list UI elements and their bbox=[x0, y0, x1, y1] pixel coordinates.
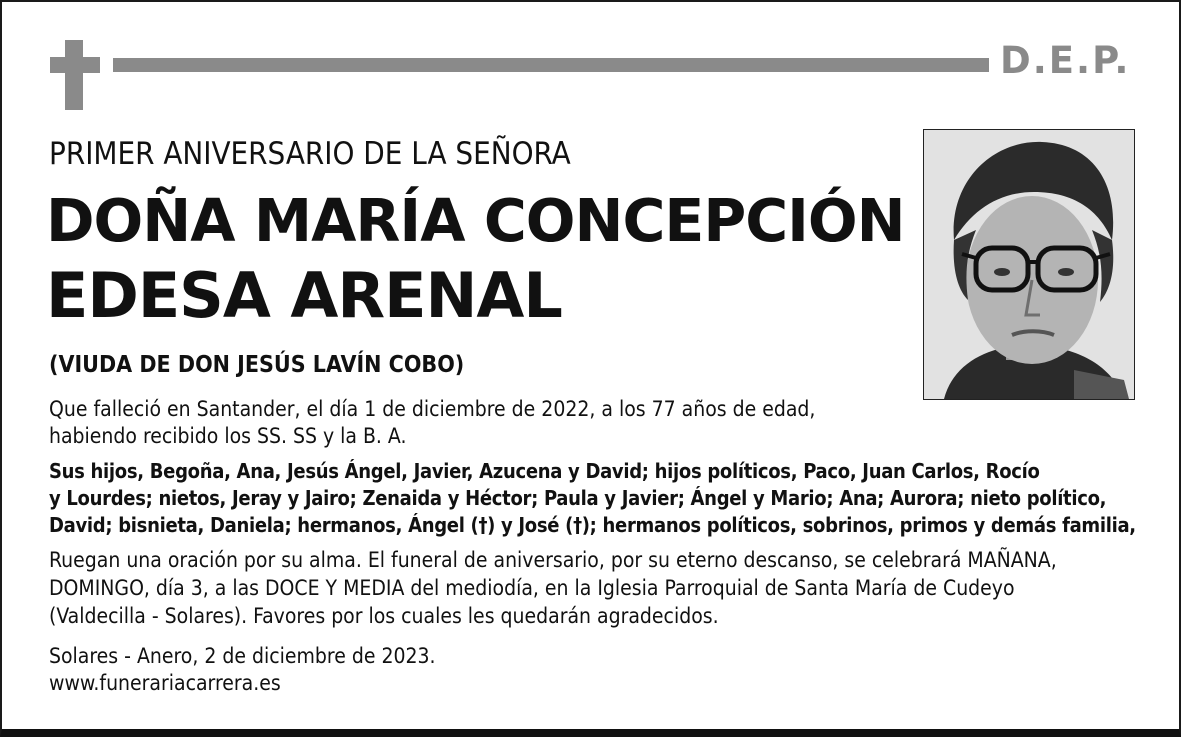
funeral-line-2: DOMINGO, día 3, a las DOCE Y MEDIA del mediodía, en la Iglesia Parroquial de Santa María de Cudeyo bbox=[49, 576, 1015, 600]
website-link[interactable]: www.funerariacarrera.es bbox=[49, 671, 281, 695]
portrait-photo bbox=[923, 129, 1135, 400]
header-rule bbox=[113, 58, 989, 72]
deceased-name-line2: EDESA ARENAL bbox=[46, 259, 562, 332]
funeral-line-3: (Valdecilla - Solares). Favores por los cuales les quedarán agradecidos. bbox=[49, 604, 719, 628]
portrait-illustration bbox=[924, 130, 1134, 399]
family-line-3: David; bisnieta, Daniela; hermanos, Ángel (†) y José (†); hermanos políticos, sobrinos, primos y demás familia, bbox=[49, 513, 1136, 537]
family-line-2: y Lourdes; nietos, Jeray y Jairo; Zenaida y Héctor; Paula y Javier; Ángel y Mario; Ana; Aurora; nieto político, bbox=[49, 486, 1107, 510]
funeral-line-1: Ruegan una oración por su alma. El funeral de aniversario, por su eterno descanso, se celebrará MAÑANA, bbox=[49, 548, 1057, 572]
death-line-2: habiendo recibido los SS. SS y la B. A. bbox=[49, 424, 407, 448]
preheading: PRIMER ANIVERSARIO DE LA SEÑORA bbox=[49, 136, 571, 172]
place-date: Solares - Anero, 2 de diciembre de 2023. bbox=[49, 644, 436, 668]
family-line-1: Sus hijos, Begoña, Ana, Jesús Ángel, Javier, Azucena y David; hijos políticos, Paco, Juan Carlos, Rocío bbox=[49, 459, 1040, 483]
death-line-1: Que falleció en Santander, el día 1 de diciembre de 2022, a los 77 años de edad, bbox=[49, 397, 816, 421]
dep-label: D.E.P. bbox=[1000, 39, 1131, 82]
cross-icon-vertical bbox=[65, 40, 83, 110]
deceased-name-line1: DOÑA MARÍA CONCEPCIÓN bbox=[46, 187, 905, 255]
cross-icon-horizontal bbox=[50, 57, 100, 73]
widow-of: (VIUDA DE DON JESÚS LAVÍN COBO) bbox=[49, 352, 465, 378]
